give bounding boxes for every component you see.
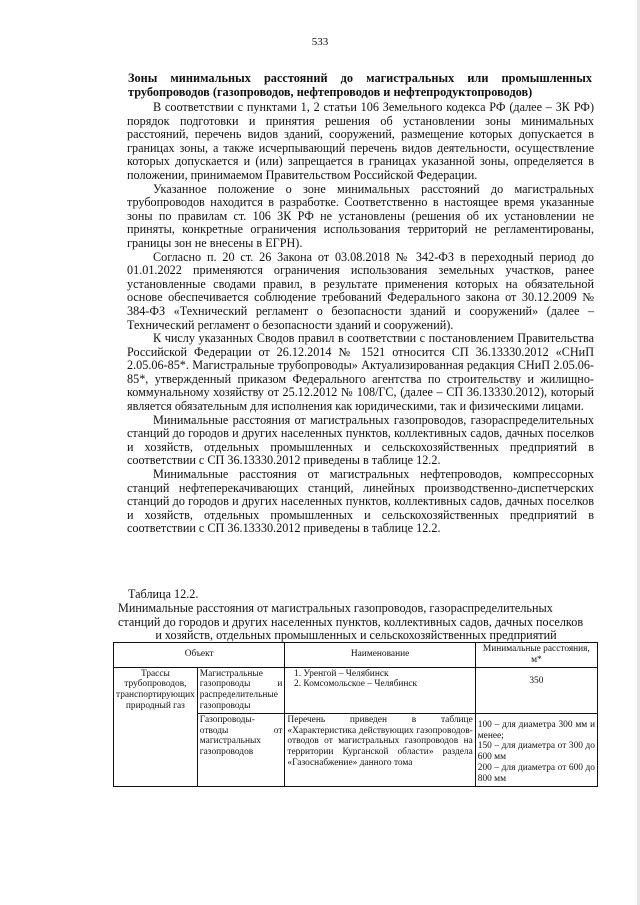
heading-line: трубопроводов (газопроводов, нефтепроводов и нефтепродуктопроводов) xyxy=(128,85,533,99)
subtype-cell: Магистральные газопроводы и распределительные газопроводы xyxy=(197,667,285,713)
group-cell: Трассы трубопроводов, транспортирующих природный газ xyxy=(114,667,198,786)
distance-line: 200 – для диаметра от 600 до 800 мм xyxy=(477,762,595,784)
distance-line: 150 – для диаметра от 300 до 600 мм xyxy=(477,741,595,763)
paragraph: К числу указанных Сводов правил в соответствии с постановлением Правительства Российской Федерации от 26.12.2014 № 1521 относится СП 36.13330.2012 «СНиП 2.05.06-85*. Магистральные трубопроводы» Актуализированная редакция СНиП 2.05.06-85*, утвержденный приказом Федерального агентства по строительству и жилищно-коммунальному хозяйству от 25.12.2012 № 108/ГС, (далее – СП 36.13330.2012), который является обязательным для исполнения как юридическими, так и физическими лицами. xyxy=(127,331,594,414)
pipeline-list xyxy=(287,669,472,691)
paragraph: Минимальные расстояния от магистральных газопроводов, газораспределительных станций до городов и других населенных пунктов, коллективных садов, дачных поселков и хозяйств, отдельных промышленных и сельскохозяйственных предприятий в соответствии с СП 36.13330.2012 приведены в таблице 12.2. xyxy=(127,412,594,468)
list-item: 2. Комсомольское – Челябинск xyxy=(303,679,472,690)
distance-cell: 350 xyxy=(475,667,597,713)
body-text xyxy=(127,101,594,536)
table-caption: Таблица 12.2. xyxy=(128,587,199,601)
distance-cell xyxy=(475,713,597,786)
paragraph: Минимальные расстояния от магистральных нефтепроводов, компрессорных станций нефтеперекачивающих станций, линейных производственно-диспетчерских станций до городов и других населенных пунктов, коллективных садов, дачных поселков и хозяйств, отдельных промышленных и сельскохозяйственных предприятий в соответствии с СП 36.13330.2012 приведены в таблице 12.2. xyxy=(127,467,594,536)
table-header-row xyxy=(114,643,598,668)
subtype-cell: Газопроводы-отводы от магистральных газопроводов xyxy=(197,713,285,786)
names-cell xyxy=(285,667,475,713)
header-distance: Минимальные расстояния, м* xyxy=(475,643,597,668)
table-title xyxy=(118,602,594,643)
table-title-line: станций до городов и других населенных пунктов, коллективных садов, дачных поселков xyxy=(118,614,584,629)
header-object: Объект xyxy=(114,643,285,668)
list-item: 1. Уренгой – Челябинск xyxy=(303,669,472,680)
distance-line: 100 – для диаметра 300 мм и менее; xyxy=(477,719,595,741)
paragraph: В соответствии с пунктами 1, 2 статьи 106 Земельного кодекса РФ (далее – ЗК РФ) порядок подготовки и принятия решения об установлении зоны минимальных расстояний, перечень видов зданий, сооружений, размещение которых допускается в границах зоны, а также исчерпывающий перечень видов деятельности, осуществление которых допускается и (или) запрещается в границах указанной зоны, определяется в положении, принимаемом Правительством Российской Федерации. xyxy=(127,100,594,182)
paragraph: Указанное положение о зоне минимальных расстояний до магистральных трубопроводов находится в разработке. Соответственно в настоящее время указанные зоны по правилам ст. 106 ЗК РФ не установлены (решения об их установлении не приняты, конкретные ограничения использования территорий не регламентированы, границы зон не внесены в ЕГРН). xyxy=(127,181,594,250)
table-title-line: и хозяйств, отдельных промышленных и сельскохозяйственных предприятий xyxy=(155,628,557,643)
header-name: Наименование xyxy=(285,643,475,668)
page-number: 533 xyxy=(311,36,329,48)
table-title-line: Минимальные расстояния от магистральных газопроводов, газораспределительных xyxy=(118,601,553,615)
table-row xyxy=(114,667,598,713)
names-cell: Перечень приведен в таблице «Характеристика действующих газопроводов-отводов от магистральных газопроводов на территории Курганской области» раздела «Газоснабжение» данного тома xyxy=(285,713,475,786)
distance-table xyxy=(113,642,598,787)
paragraph: Согласно п. 20 ст. 26 Закона от 03.08.2018 № 342-ФЗ в переходный период до 01.01.2022 применяются ограничения использования земельных участков, ранее установленные сводами правил, в результате применения которых на обязательной основе обеспечивается соблюдение требований Федерального закона от 30.12.2009 № 384-ФЗ «Технический регламент о безопасности зданий и сооружений» (далее – Технический регламент о безопасности зданий и сооружений). xyxy=(127,249,594,332)
section-heading xyxy=(128,71,592,99)
heading-line: Зоны минимальных расстояний до магистральных или промышленных xyxy=(128,71,592,85)
